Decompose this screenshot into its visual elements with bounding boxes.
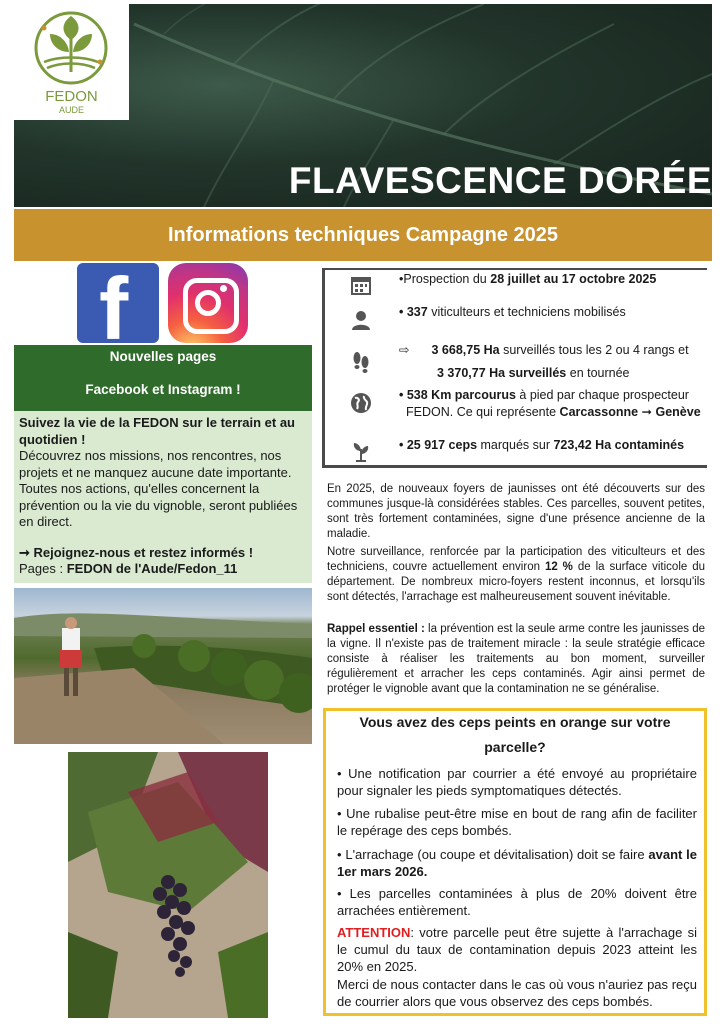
stat-distance-text: à pied par chaque prospecteur: [515, 388, 689, 402]
social-announcement-header: [14, 345, 312, 411]
stat-distance-value: • 538 Km parcourus: [399, 388, 516, 402]
stat-contamination: [399, 436, 684, 455]
stat-surface-rows: 3 668,75 Ha: [431, 343, 500, 357]
arrow-icon: ⇨: [399, 343, 410, 357]
globe-icon: [350, 392, 372, 414]
grape-cluster-photo: [68, 752, 268, 1018]
reminder-label: Rappel essentiel :: [327, 623, 425, 635]
stat-surface-tour-value: 3 370,77 Ha surveillés: [437, 366, 567, 380]
arrachage-text: • L'arrachage (ou coupe et dévitalisation) doit se faire: [337, 847, 649, 862]
stat-contamination-text: marqués sur: [477, 438, 554, 452]
person-icon: [350, 309, 372, 331]
stat-participants-text: viticulteurs et techniciens mobilisés: [427, 305, 626, 319]
info-box-title-line1: Vous avez des ceps peints en orange sur votre: [359, 714, 671, 730]
attention-label: ATTENTION: [337, 925, 411, 940]
info-box-title-line2: parcelle?: [484, 739, 546, 755]
pages-link[interactable]: FEDON de l'Aude/Fedon_11: [66, 561, 238, 576]
arrow-right-icon: ➞: [638, 405, 656, 419]
social-body: Découvrez nos missions, nos rencontres, nos projets et ne manquez aucune date importante. Toutes nos actions, qu'elles concernent la prévention ou la vie du vignoble, seront publiées en direct.: [19, 448, 298, 529]
stat-prospection-dates: 28 juillet au 17 octobre 2025: [490, 272, 657, 286]
social-join: ➞ Rejoignez-nous et restez informés !: [19, 544, 254, 560]
footprints-icon: [350, 350, 372, 372]
vineyard-photo: [14, 588, 312, 744]
reminder-text: la prévention est la seule arme contre les jaunisses de la vigne. Il n'existe pas de traitement miracle : la seule stratégie efficace consiste à réaliser les traitements au bon moment, surveiller régulièrement et arracher les ceps contaminés. Agir ainsi permet de protéger le vignoble avant que la contamination ne se généralise.: [327, 623, 705, 695]
bullet-notification: • Une notification par courrier a été envoyé au propriétaire pour signaler les pieds symptomatiques détectés.: [337, 766, 697, 798]
surveillance-percent: 12 %: [544, 561, 573, 573]
leaf-emblem-icon: [14, 4, 129, 94]
stats-bottom-rule: [322, 465, 707, 468]
stat-participants: [399, 303, 626, 322]
pages-label: Pages :: [19, 561, 67, 576]
fedon-logo: [14, 4, 129, 120]
social-pages: [19, 561, 307, 578]
vineyard-illustration: [14, 588, 312, 744]
bullet-rubalise: • Une rubalise peut-être mise en bout de rang afin de faciliter le repérage des ceps bombés.: [337, 806, 697, 838]
bullet-parcelles: • Les parcelles contaminées à plus de 20% doivent être arrachées entièrement.: [337, 886, 697, 918]
plant-icon: [350, 439, 372, 461]
city-carcassonne: Carcassonne: [559, 405, 639, 419]
stat-prospection: [399, 270, 656, 289]
logo-subname: AUDE: [58, 105, 84, 115]
paragraph-new-outbreaks: [327, 482, 705, 542]
social-intro: Suivez la vie de la FEDON sur le terrain et au quotidien !: [19, 415, 295, 447]
city-geneve: Genève: [655, 405, 701, 419]
facebook-icon[interactable]: f: [77, 263, 159, 343]
paragraph-reminder-text: [327, 622, 705, 697]
attention-notice: [337, 924, 697, 975]
grapes-illustration: [68, 752, 268, 1018]
stat-distance-equivalent: [406, 403, 701, 422]
stat-surface-tour-text: en tournée: [566, 366, 630, 380]
logo-name: FEDON: [45, 88, 98, 105]
surveillance-pre: Notre surveillance, renforcée par la participation des viticulteurs et des techniciens, couvre actuellement environ: [327, 546, 705, 573]
stat-surface-tour: [437, 364, 630, 383]
attention-text: : votre parcelle peut être sujette à l'arrachage si le cumul du taux de contamination depuis 2023 atteint les 20% en 2025.: [337, 925, 697, 974]
stat-contaminated-surface: 723,42 Ha contaminés: [553, 438, 685, 452]
subtitle-band: Informations techniques Campagne 2025: [14, 209, 712, 261]
social-line-2: Facebook et Instagram !: [85, 382, 241, 397]
stat-surface-rows-text: surveillés tous les 2 ou 4 rangs et: [499, 343, 689, 357]
paragraph-surveillance-text: [327, 545, 705, 605]
stats-left-rule: [322, 270, 325, 467]
social-line-1: Nouvelles pages: [109, 349, 217, 364]
paragraph-reminder: [327, 622, 705, 697]
bullet-arrachage: [337, 846, 697, 880]
paragraph-surveillance: [327, 545, 705, 605]
stat-prospection-pre: •Prospection du: [399, 272, 491, 286]
arrachage-deadline: avant le 1er mars 2026.: [337, 847, 697, 879]
page-title: FLAVESCENCE DORÉE: [288, 160, 712, 201]
social-announcement-body: [14, 411, 312, 583]
stat-distance-equivalent-text: FEDON. Ce qui représente: [406, 405, 560, 419]
stat-participants-count: • 337: [399, 305, 428, 319]
contact-notice: Merci de nous contacter dans le cas où vous n'auriez pas reçu de courrier alors que vous observez des ceps bombés.: [337, 977, 697, 1009]
calendar-icon: [350, 274, 372, 296]
stat-surface: [399, 341, 689, 360]
paragraph-new-outbreaks-text: En 2025, de nouveaux foyers de jaunisses ont été découverts sur des communes jusque-là considérées stables. Ces parcelles, souvent petites, sont très fortement contaminées, signe d'une présence ancienne de la maladie.: [327, 483, 705, 540]
surveillance-post: de la surface viticole du département. De nombreux micro-foyers restent inconnus, et lorsqu'ils sont détectés, l'arrachage est malheureusement souvent inévitable.: [327, 561, 706, 603]
stat-ceps-count: • 25 917 ceps: [399, 438, 478, 452]
instagram-icon[interactable]: [168, 263, 248, 343]
